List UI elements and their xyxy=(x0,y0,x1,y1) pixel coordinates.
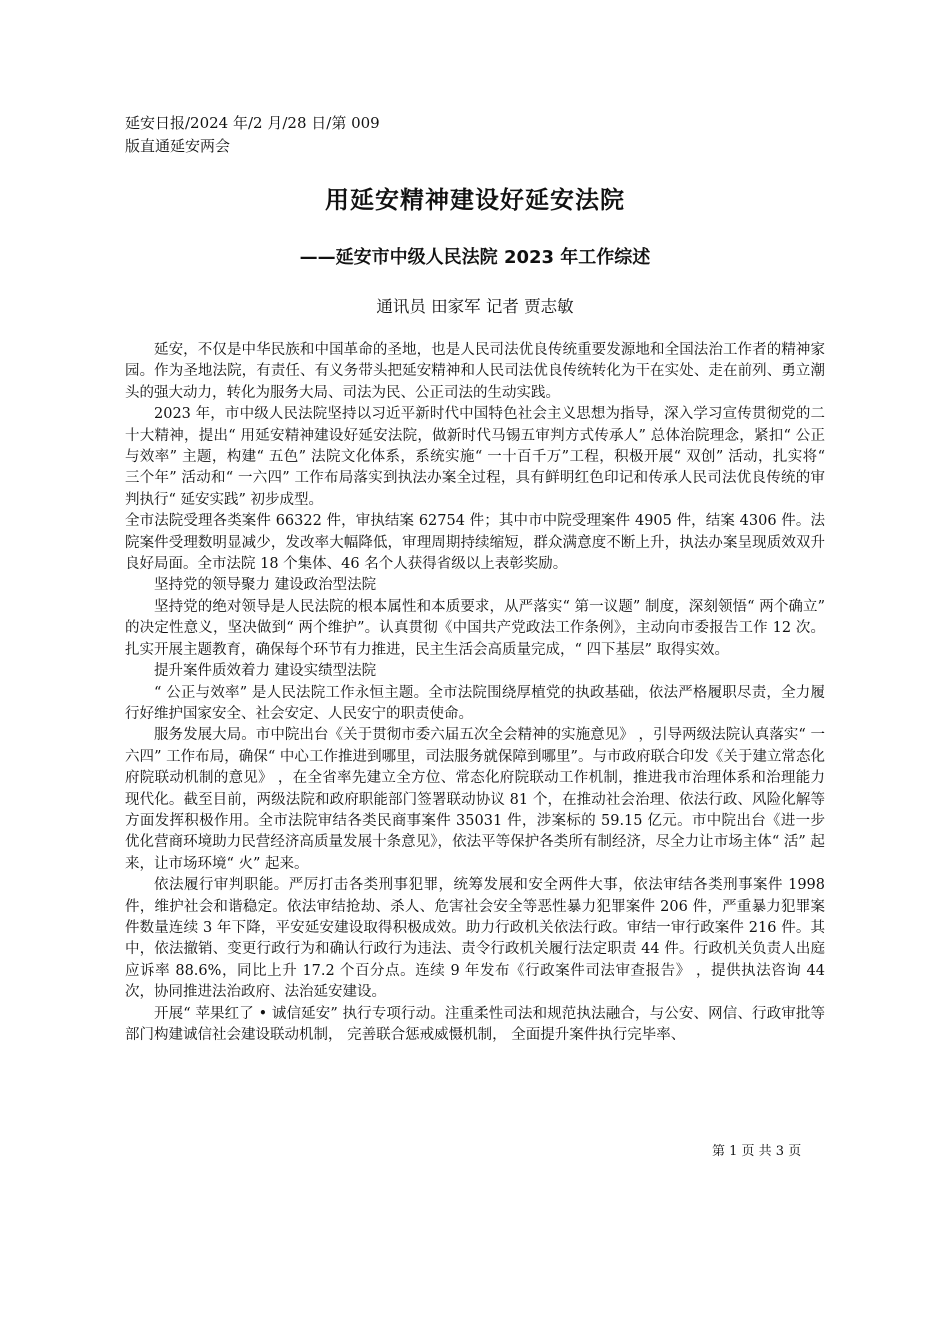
page-number: 第 1 页 共 3 页 xyxy=(712,1144,802,1159)
article-body xyxy=(125,340,825,1046)
paragraph: 延安，不仅是中华民族和中国革命的圣地，也是人民司法优良传统重要发源地和全国法治工作者的精神家园。作为圣地法院，有责任、有义务带头把延安精神和人民司法优良传统转化为干在实处、走在前列、勇立潮头的强大动力，转化为服务大局、司法为民、公正司法的生动实践。 xyxy=(125,342,825,401)
paragraph: “ 公正与效率” 是人民法院工作永恒主题。全市法院围绕厚植党的执政基础，依法严格履职尽责，全力履行好维护国家安全、社会安定、人民安宁的职责使命。 xyxy=(125,684,825,722)
source-line: 延安日报/2024 年/2 月/28 日/第 009 xyxy=(125,114,380,132)
paragraph: 服务发展大局。市中院出台《关于贯彻市委六届五次全会精神的实施意见》 ，引导两级法院认真落实“ 一六四” 工作布局，确保“ 中心工作推进到哪里，司法服务就保障到哪里”。与市政府联合印发《关于建立常态化府院联动机制的意见》 ，在全省率先建立全方位、常态化府院联动工作机制，推进我市治理体系和治理能力现代化。截至目前，两级法院和政府职能部门签署联动协议 81 个，在推动社会治理、依法行政、风险化解等方面发挥积极作用。全市法院审结各类民商事案件 35031 件，涉案标的 59.15 亿元。市中院出台《进一步优化营商环境助力民营经济高质量发展十条意见》，依法平等保护各类所有制经济，尽全力让市场主体“ 活” 起来，让市场环境“ 火” 起来。 xyxy=(125,727,825,872)
section-heading: 坚持党的领导聚力 建设政治型法院 xyxy=(154,577,377,594)
article-byline: 通讯员 田家军 记者 贾志敏 xyxy=(376,297,574,316)
paragraph: 2023 年，市中级人民法院坚持以习近平新时代中国特色社会主义思想为指导，深入学习宣传贯彻党的二十大精神，提出“ 用延安精神建设好延安法院，做新时代马锡五审判方式传承人” 总体治院理念，紧扣“ 公正与效率” 主题，构建“ 五色” 法院文化体系，系统实施“ 一十百千万”工程，积极开展“ 双创” 活动，扎实将“ 三个年” 活动和“ 一六四” 工作布局落实到执法办案全过程，具有鲜明红色印记和传承人民司法优良传统的审判执行“ 延安实践” 初步成型。 xyxy=(125,406,825,508)
paragraph: 坚持党的绝对领导是人民法院的根本属性和本质要求，从严落实“ 第一议题” 制度，深刻领悟“ 两个确立” 的决定性意义，坚决做到“ 两个维护”。认真贯彻《中国共产党政法工作条例》，主动向市委报告工作 12 次。扎实开展主题教育，确保每个环节有力推进，民主生活会高质量完成，“ 四下基层” 取得实效。 xyxy=(125,598,825,658)
paragraph: 依法履行审判职能。严厉打击各类刑事犯罪，统筹发展和安全两件大事，依法审结各类刑事案件 1998 件，维护社会和谐稳定。依法审结抢劫、杀人、危害社会安全等恶性暴力犯罪案件 206 件，严重暴力犯罪案件数量连续 3 年下降，平安延安建设取得积极成效。助力行政机关依法行政。审结一审行政案件 216 件。其中，依法撤销、变更行政行为和确认行政行为违法、责令行政机关履行法定职责 44 件。行政机关负责人出庭应诉率 88.6%，同比上升 17.2 个百分点。连续 9 年发布《行政案件司法审查报告》 ，提供执法咨询 44 次，协同推进法治政府、法治延安建设。 xyxy=(125,877,825,1001)
paragraph: 开展“ 苹果红了 • 诚信延安” 执行专项行动。注重柔性司法和规范执法融合，与公安、网信、行政审批等部门构建诚信社会建设联动机制， 完善联合惩戒威慑机制， 全面提升案件执行完毕率、 xyxy=(125,1005,825,1043)
paragraph: 全市法院受理各类案件 66322 件，审执结案 62754 件；其中市中院受理案件 4905 件，结案 4306 件。法院案件受理数明显减少，发改率大幅降低，审理周期持续缩短，群众满意度不断上升，执法办案呈现质效双升良好局面。全市法院 18 个集体、46 名个人获得省级以上表彰奖励。 xyxy=(125,513,825,573)
article-subtitle: ——延安市中级人民法院 2023 年工作综述 xyxy=(299,247,651,268)
article-title: 用延安精神建设好延安法院 xyxy=(325,186,625,214)
section-heading: 提升案件质效着力 建设实绩型法院 xyxy=(154,663,377,680)
section-line: 版直通延安两会 xyxy=(125,137,231,155)
document-header xyxy=(125,112,380,158)
